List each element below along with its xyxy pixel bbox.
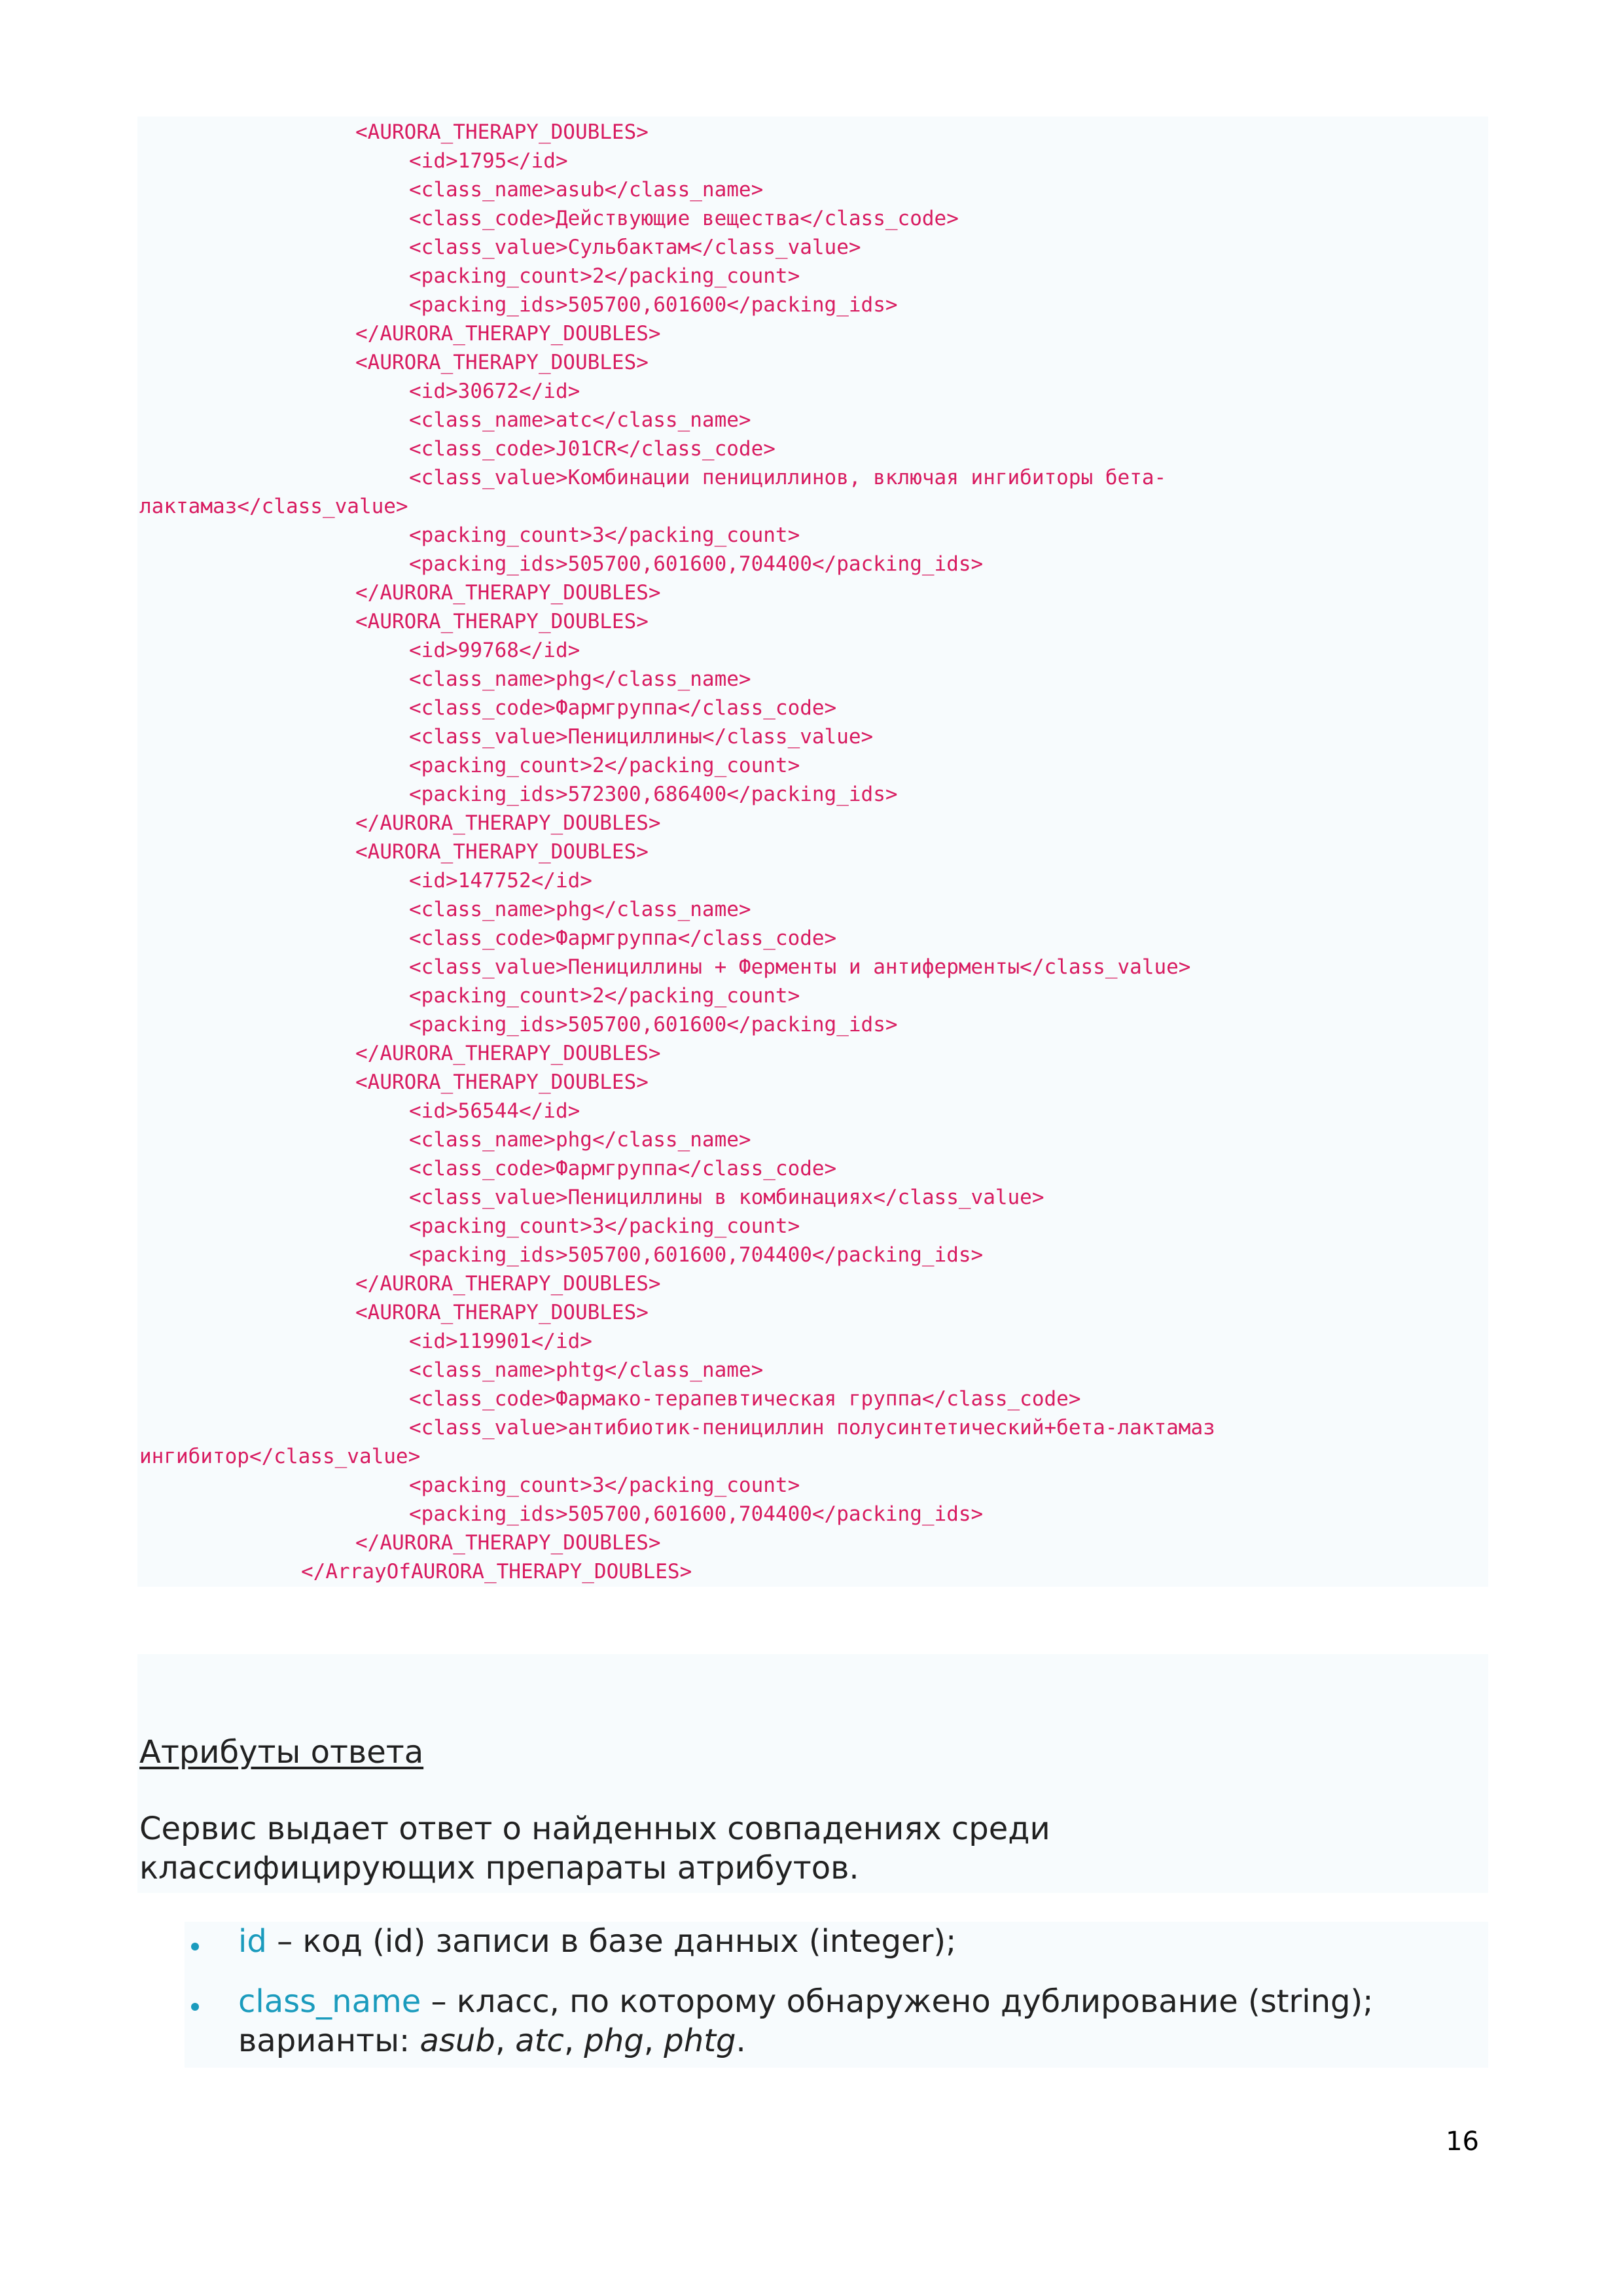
code-line: <packing_ids>572300,686400</packing_ids> (409, 783, 898, 806)
code-line: <class_code>Фармако-терапевтическая группа</class_code> (409, 1387, 1081, 1411)
code-line: </AURORA_THERAPY_DOUBLES> (355, 1531, 661, 1555)
code-line: <packing_count>3</packing_count> (409, 1474, 800, 1497)
code-line: <class_name>phg</class_name> (409, 1128, 751, 1152)
code-line: <packing_count>2</packing_count> (409, 984, 800, 1008)
code-line: <packing_ids>505700,601600</packing_ids> (409, 293, 898, 317)
code-line: <packing_count>2</packing_count> (409, 754, 800, 777)
code-line: <AURORA_THERAPY_DOUBLES> (355, 351, 649, 374)
code-line: <class_value>Пенициллины в комбинациях</class_value> (409, 1186, 1044, 1209)
code-line: <class_code>J01CR</class_code> (409, 437, 776, 461)
code-line: </AURORA_THERAPY_DOUBLES> (355, 581, 661, 605)
code-line: <class_value>Пенициллины + Ферменты и антиферменты</class_value> (409, 955, 1191, 979)
code-line: <class_name>asub</class_name> (409, 178, 764, 202)
attribute-list (185, 1922, 1488, 2068)
code-line: <packing_count>3</packing_count> (409, 1214, 800, 1238)
code-line: <class_code>Фармгруппа</class_code> (409, 696, 837, 720)
code-line: <class_code>Действующие вещества</class_code> (409, 207, 959, 230)
code-line: <class_value>Сульбактам</class_value> (409, 236, 861, 259)
code-line: <class_name>phtg</class_name> (409, 1358, 764, 1382)
code-line: </AURORA_THERAPY_DOUBLES> (355, 1042, 661, 1065)
code-block (137, 116, 1488, 1587)
page-number: 16 (1446, 2127, 1479, 2157)
code-line: <class_name>phg</class_name> (409, 667, 751, 691)
code-line: <class_code>Фармгруппа</class_code> (409, 927, 837, 950)
code-line: <AURORA_THERAPY_DOUBLES> (355, 1070, 649, 1094)
section-paragraph: Сервис выдает ответ о найденных совпадениях среди классифицирующих препараты атрибутов. (139, 1810, 1050, 1886)
section-title: Атрибуты ответа (139, 1734, 424, 1771)
code-line: </AURORA_THERAPY_DOUBLES> (355, 1272, 661, 1296)
code-line: <class_value>Пенициллины</class_value> (409, 725, 874, 749)
attribute-term: class_name (238, 1983, 421, 2020)
code-line: </ArrayOfAURORA_THERAPY_DOUBLES> (301, 1560, 692, 1583)
bullet-icon (191, 1943, 199, 1951)
code-line: <id>119901</id> (409, 1330, 592, 1353)
code-line: <AURORA_THERAPY_DOUBLES> (355, 120, 649, 144)
code-line: <packing_ids>505700,601600,704400</packing_ids> (409, 1502, 984, 1526)
code-line: <id>99768</id> (409, 639, 580, 662)
variant-value: atc (515, 2022, 564, 2059)
code-line: <class_code>Фармгруппа</class_code> (409, 1157, 837, 1180)
separator: , (643, 2022, 664, 2059)
code-line: <packing_ids>505700,601600</packing_ids> (409, 1013, 898, 1036)
code-line: <packing_ids>505700,601600,704400</packing_ids> (409, 552, 984, 576)
code-line: <class_value>Комбинации пенициллинов, включая ингибиторы бета- (409, 466, 1167, 489)
attribute-term: id (238, 1923, 267, 1960)
separator: , (495, 2022, 516, 2059)
code-line: <class_name>atc</class_name> (409, 408, 751, 432)
code-line: <packing_ids>505700,601600,704400</packing_ids> (409, 1243, 984, 1267)
code-line: <packing_count>3</packing_count> (409, 523, 800, 547)
variant-value: asub (419, 2022, 495, 2059)
list-item (185, 1922, 1488, 1982)
code-line: <packing_count>2</packing_count> (409, 264, 800, 288)
list-item (185, 1982, 1488, 2068)
attribute-description: – код (id) записи в базе данных (integer); (266, 1923, 957, 1960)
code-line: <AURORA_THERAPY_DOUBLES> (355, 610, 649, 633)
variant-value: phg (584, 2022, 644, 2059)
code-line: <AURORA_THERAPY_DOUBLES> (355, 840, 649, 864)
separator: , (563, 2022, 584, 2059)
variant-value: phtg (664, 2022, 736, 2059)
code-line: <id>1795</id> (409, 149, 568, 173)
code-line: <id>30672</id> (409, 380, 580, 403)
code-line: <id>56544</id> (409, 1099, 580, 1123)
bullet-icon (191, 2003, 199, 2011)
code-line: <AURORA_THERAPY_DOUBLES> (355, 1301, 649, 1324)
code-line: </AURORA_THERAPY_DOUBLES> (355, 322, 661, 345)
code-line: <id>147752</id> (409, 869, 592, 892)
code-line: </AURORA_THERAPY_DOUBLES> (355, 811, 661, 835)
period: . (736, 2022, 746, 2059)
attribute-description: – класс, по которому обнаружено дублирование (string); варианты: (238, 1983, 1374, 2059)
code-line: лактамаз</class_value> (139, 495, 408, 518)
code-line: <class_value>антибиотик-пенициллин полусинтетический+бета-лактамаз (409, 1416, 1215, 1439)
code-line: ингибитор</class_value> (139, 1445, 421, 1468)
code-line: <class_name>phg</class_name> (409, 898, 751, 921)
